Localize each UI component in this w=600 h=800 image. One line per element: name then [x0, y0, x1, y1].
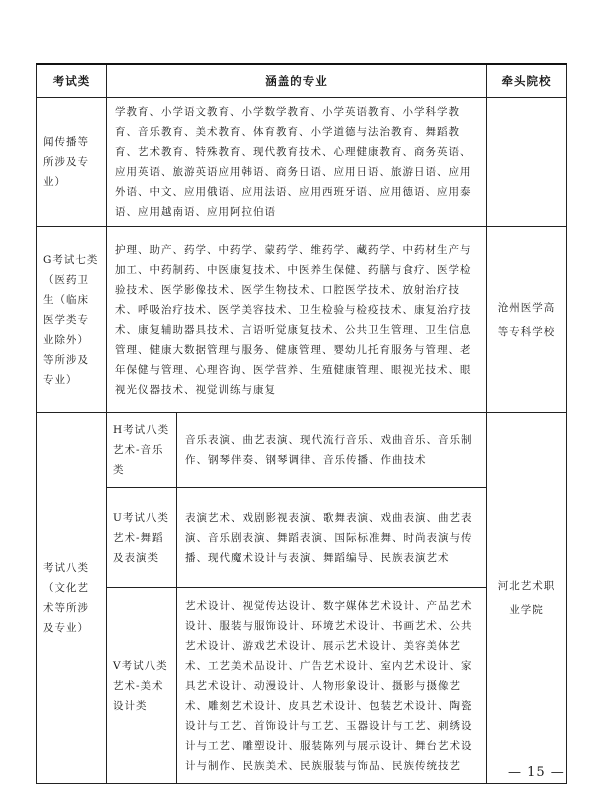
- school-cell: [487, 98, 567, 227]
- header-exam-category: 考试类: [37, 64, 107, 98]
- majors-table: [36, 63, 567, 784]
- page-number: — 15 —: [508, 765, 565, 780]
- table-row: [37, 98, 567, 227]
- category-cell: 闻传播等所涉及专业）: [37, 98, 107, 227]
- majors-cell: 护理、助产、药学、中药学、蒙药学、维药学、藏药学、中药材生产与加工、中药制药、中医康复技术、中医养生保健、药膳与食疗、医学检验技术、医学影像技术、医学生物技术、口腔医学技术、放射治疗技术、呼吸治疗技术、医学美容技术、卫生检验与检疫技术、康复治疗技术、康复辅助器具技术、言语听觉康复技术、公共卫生管理、卫生信息管理、健康大数据管理与服务、健康管理、婴幼儿托育服务与管理、老年保健与管理、心理咨询、医学营养、生殖健康管理、眼视光技术、眼视光仪器技术、视觉训练与康复: [107, 227, 487, 413]
- majors-cell: 表演艺术、戏剧影视表演、歌舞表演、戏曲表演、曲艺表演、音乐剧表演、舞蹈表演、国际标准舞、时尚表演与传播、现代魔术设计与表演、舞蹈编导、民族表演艺术: [177, 488, 487, 588]
- school-cell: 河北艺术职业学院: [487, 413, 567, 784]
- subcategory-cell: V考试八类艺术-美术设计类: [107, 588, 177, 784]
- school-cell: 沧州医学高等专科学校: [487, 227, 567, 413]
- category-cell: 考试八类（文化艺术等所涉及专业）: [37, 413, 107, 784]
- table-row: [37, 413, 567, 488]
- subcategory-cell: H考试八类艺术-音乐类: [107, 413, 177, 488]
- majors-cell: 音乐表演、曲艺表演、现代流行音乐、戏曲音乐、音乐制作、钢琴伴奏、钢琴调律、音乐传播、作曲技术: [177, 413, 487, 488]
- category-cell: G考试七类（医药卫生（临床医学类专业除外）等所涉及专业）: [37, 227, 107, 413]
- majors-cell: 学教育、小学语文教育、小学数学教育、小学英语教育、小学科学教育、音乐教育、美术教育、体育教育、小学道德与法治教育、舞蹈教育、艺术教育、特殊教育、现代教育技术、心理健康教育、商务英语、应用英语、旅游英语应用韩语、商务日语、应用日语、旅游日语、应用外语、中文、应用俄语、应用法语、应用西班牙语、应用德语、应用泰语、应用越南语、应用阿拉伯语: [107, 98, 487, 227]
- table-row: [37, 227, 567, 413]
- header-covered-majors: 涵盖的专业: [107, 64, 487, 98]
- majors-cell: 艺术设计、视觉传达设计、数字媒体艺术设计、产品艺术设计、服装与服饰设计、环境艺术设计、书画艺术、公共艺术设计、游戏艺术设计、展示艺术设计、美容美体艺术、工艺美术品设计、广告艺术设计、室内艺术设计、家具艺术设计、动漫设计、人物形象设计、摄影与摄像艺术、雕刻艺术设计、皮具艺术设计、包装艺术设计、陶瓷设计与工艺、首饰设计与工艺、玉器设计与工艺、刺绣设计与工艺、雕塑设计、服装陈列与展示设计、舞台艺术设计与制作、民族美术、民族服装与饰品、民族传统技艺: [177, 588, 487, 784]
- subcategory-cell: U考试八类艺术-舞蹈及表演类: [107, 488, 177, 588]
- table-header-row: [37, 64, 567, 98]
- header-lead-school: 牵头院校: [487, 64, 567, 98]
